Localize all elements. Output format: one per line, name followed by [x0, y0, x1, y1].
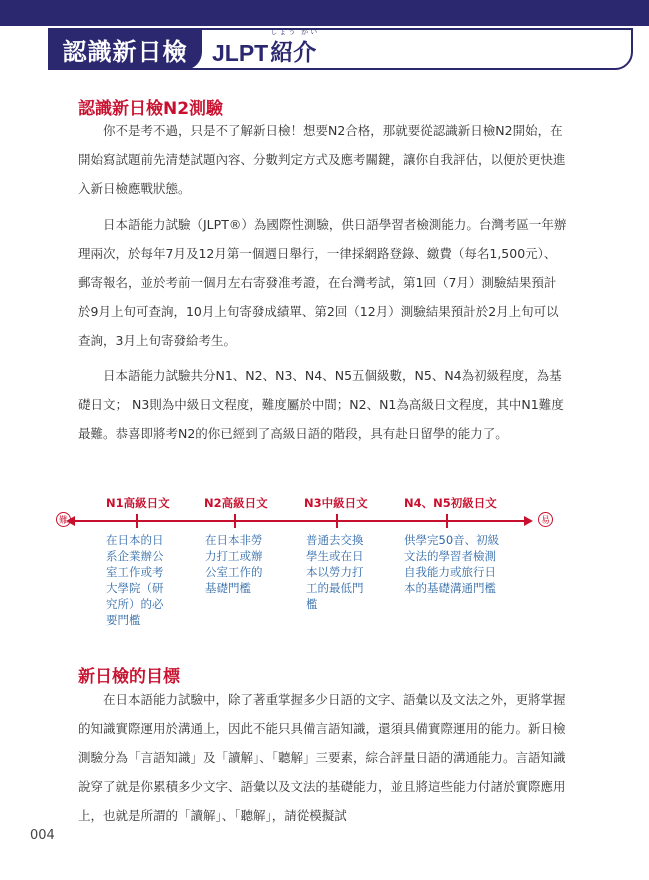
header-subtitle — [212, 29, 320, 67]
desc-line: 在日本非勞 — [205, 533, 263, 547]
level-desc-n4-n5 — [404, 532, 499, 596]
level-desc-n3 — [306, 532, 364, 612]
section-title-goals: 新日檢的目標 — [78, 667, 180, 687]
tick-n2 — [234, 514, 236, 528]
paragraph-1: 你不是考不過，只是不了解新日檢！想要N2合格，那就要從認識新日檢N2開始，在開始寫試題前先清楚試題內容、分數判定方式及應考關鍵，讓你自我評估，以便於更快進入新日檢應戰狀態。 — [78, 123, 566, 196]
desc-line: 工的最低門 — [306, 581, 364, 595]
level-desc-n2 — [205, 532, 263, 596]
header-furigana: しょう かい — [270, 29, 320, 36]
scale-line — [72, 520, 528, 522]
desc-line: 要門檻 — [106, 613, 141, 627]
tick-n4-n5 — [446, 514, 448, 528]
desc-line: 自我能力或旅行日 — [404, 565, 496, 579]
desc-line: 力打工或辦 — [205, 549, 263, 563]
header-subtitle-prefix: JLPT — [212, 40, 269, 66]
level-label-n2: N2高級日文 — [204, 496, 268, 510]
header-subtitle-kanji: 紹介 — [270, 39, 317, 65]
desc-line: 供學完50音、初級 — [404, 533, 500, 547]
tick-n3 — [336, 514, 338, 528]
paragraph-3: 日本語能力試驗共分N1、N2、N3、N4、N5五個級數，N5、N4為初級程度，為基礎日文； N3則為中級日文程度，難度屬於中間；N2、N1為高級日文程度，其中N1難度最難。恭喜即將考N2的你已經到了高級日語的階段，具有赴日留學的能力了。 — [78, 368, 564, 441]
page-number: 004 — [30, 828, 55, 843]
desc-line: 檻 — [306, 597, 318, 611]
header-subtitle-kanji-group — [270, 29, 320, 67]
right-arrowhead — [524, 516, 533, 526]
level-label-n4-n5: N4、N5初級日文 — [404, 496, 497, 510]
hard-marker: 難 — [56, 512, 71, 527]
tick-n1 — [136, 514, 138, 528]
desc-line: 本的基礎溝通門檻 — [404, 581, 496, 595]
easy-marker: 易 — [538, 512, 553, 527]
level-label-n1: N1高級日文 — [106, 496, 170, 510]
paragraph-4: 在日本語能力試驗中，除了著重掌握多少日語的文字、語彙以及文法之外，更將掌握的知識實際運用於溝通上，因此不能只具備言語知識，還須具備實際運用的能力。新日檢測驗分為「言語知識」及「讀解」、「聽解」三要素，綜合評量日語的溝通能力。言語知識說穿了就是你累積多少文字、語彙以及文法的基礎能力，並且將這些能力付諸於實際應用上，也就是所謂的「讀解」、「聽解」，請從模擬試 — [78, 692, 566, 823]
desc-line: 普通去交換 — [306, 533, 364, 547]
top-bar — [0, 0, 649, 26]
header-tag: 認識新日檢 — [48, 28, 202, 70]
desc-line: 文法的學習者檢測 — [404, 549, 496, 563]
level-desc-n1 — [106, 532, 164, 628]
desc-line: 基礎門檻 — [205, 581, 251, 595]
desc-line: 大學院（研 — [106, 581, 164, 595]
desc-line: 公室工作的 — [205, 565, 263, 579]
paragraph-2: 日本語能力試驗（JLPT®）為國際性測驗，供日語學習者檢測能力。台灣考區一年辦理兩次，於每年7月及12月第一個週日舉行，一律採網路登錄、繳費（每名1,500元）、郵寄報名，並於考前一個月左右寄發准考證，在台灣考試，第1回（7月）測驗結果預計於9月上旬可查詢，10月上旬寄發成績單、第2回（12月）測驗結果預計於2月上旬可以查詢，3月上旬寄發給考生。 — [78, 217, 567, 348]
level-label-n3: N3中級日文 — [304, 496, 368, 510]
section-title-n2: 認識新日檢N2測驗 — [78, 99, 224, 119]
desc-line: 在日本的日 — [106, 533, 164, 547]
desc-line: 室工作或考 — [106, 565, 164, 579]
desc-line: 本以勞力打 — [306, 565, 364, 579]
desc-line: 學生或在日 — [306, 549, 364, 563]
desc-line: 系企業辦公 — [106, 549, 164, 563]
desc-line: 究所）的必 — [106, 597, 164, 611]
